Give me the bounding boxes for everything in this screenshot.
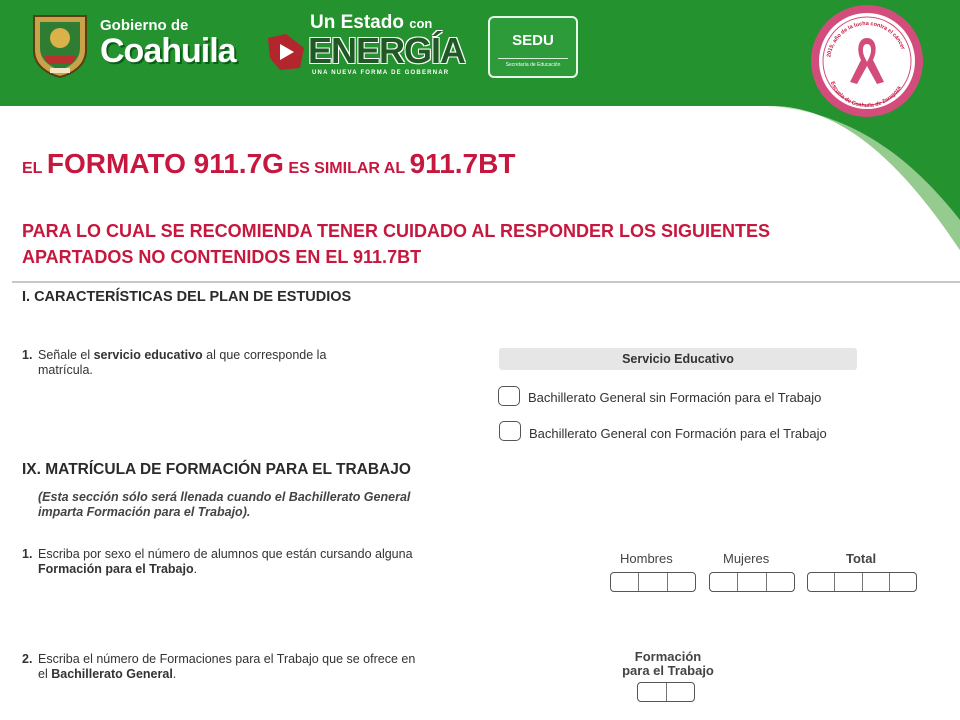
intro-heading: [22, 148, 515, 180]
badge-arc-text: 2015, año de la lucha contra el cáncer: [826, 20, 906, 58]
energia-word: ENERGÍA: [308, 30, 466, 71]
option-sin-formacion-checkbox[interactable]: [498, 386, 520, 406]
sedu-title: SEDU: [512, 32, 554, 49]
section1-question1: 1. Señale el servicio educativo al que corresponde la matrícula.: [22, 348, 327, 377]
gobierno-label: Gobierno de: [100, 17, 189, 34]
sedu-divider: [498, 58, 568, 59]
intro-recommendation: PARA LO CUAL SE RECOMIENDA TENER CUIDADO AL RESPONDER LOS SIGUIENTES APARTADOS NO CONTENIDOS EN EL 911.7BT: [22, 221, 771, 267]
mujeres-input[interactable]: [709, 572, 795, 592]
mujeres-label: Mujeres: [723, 551, 770, 566]
formacion-label: Formación para el Trabajo: [622, 649, 714, 678]
section9-title: IX. MATRÍCULA DE FORMACIÓN PARA EL TRABAJO: [22, 461, 411, 478]
total-input[interactable]: [807, 572, 917, 592]
energia-line1: Un Estado con: [310, 12, 433, 33]
section9-question1: 1. Escriba por sexo el número de alumnos que están cursando alguna Formación para el Trabajo.: [22, 547, 413, 576]
section9-note: (Esta sección sólo será llenada cuando el Bachillerato General imparta Formación para el Trabajo).: [38, 490, 411, 519]
cancer-ribbon-badge: [808, 2, 926, 120]
intro-bt: 911.7BT: [409, 148, 516, 179]
intro-el: EL: [22, 160, 43, 177]
gobierno-coahuila-logo: [100, 18, 236, 68]
hombres-input[interactable]: [610, 572, 696, 592]
total-label: Total: [846, 551, 877, 566]
services-header: Servicio Educativo: [499, 348, 857, 370]
intro-formato: FORMATO 911.7G: [46, 148, 284, 179]
play-icon: [266, 32, 306, 72]
option-con-formacion-label: Bachillerato General con Formación para el Trabajo: [529, 426, 827, 441]
section1-q1-number: 1.: [22, 348, 33, 362]
option-sin-formacion-label: Bachillerato General sin Formación para el Trabajo: [528, 390, 822, 405]
option-con-formacion-checkbox[interactable]: [499, 421, 521, 441]
formaciones-input[interactable]: [637, 682, 695, 702]
sedu-subtitle: Secretaría de Educación: [505, 62, 561, 68]
estado-energia-logo: [266, 12, 466, 78]
coahuila-label: Coahuila: [100, 32, 236, 70]
sedu-logo: [488, 16, 578, 78]
energia-tagline: UNA NUEVA FORMA DE GOBERNAR: [312, 70, 450, 76]
coahuila-shield-logo: [30, 12, 90, 78]
badge-bottom-text: Escuela de Coahuila de Zaragoza: [828, 80, 903, 110]
intro-es-similar: ES SIMILAR AL: [288, 160, 406, 177]
hombres-label: Hombres: [620, 551, 673, 566]
section9-question2: 2. Escriba el número de Formaciones para el Trabajo que se ofrece en el Bachillerato General.: [22, 652, 416, 681]
section9-q2-number: 2.: [22, 652, 33, 666]
section9-q1-number: 1.: [22, 547, 33, 561]
section1-title: I. CARACTERÍSTICAS DEL PLAN DE ESTUDIOS: [22, 289, 352, 305]
